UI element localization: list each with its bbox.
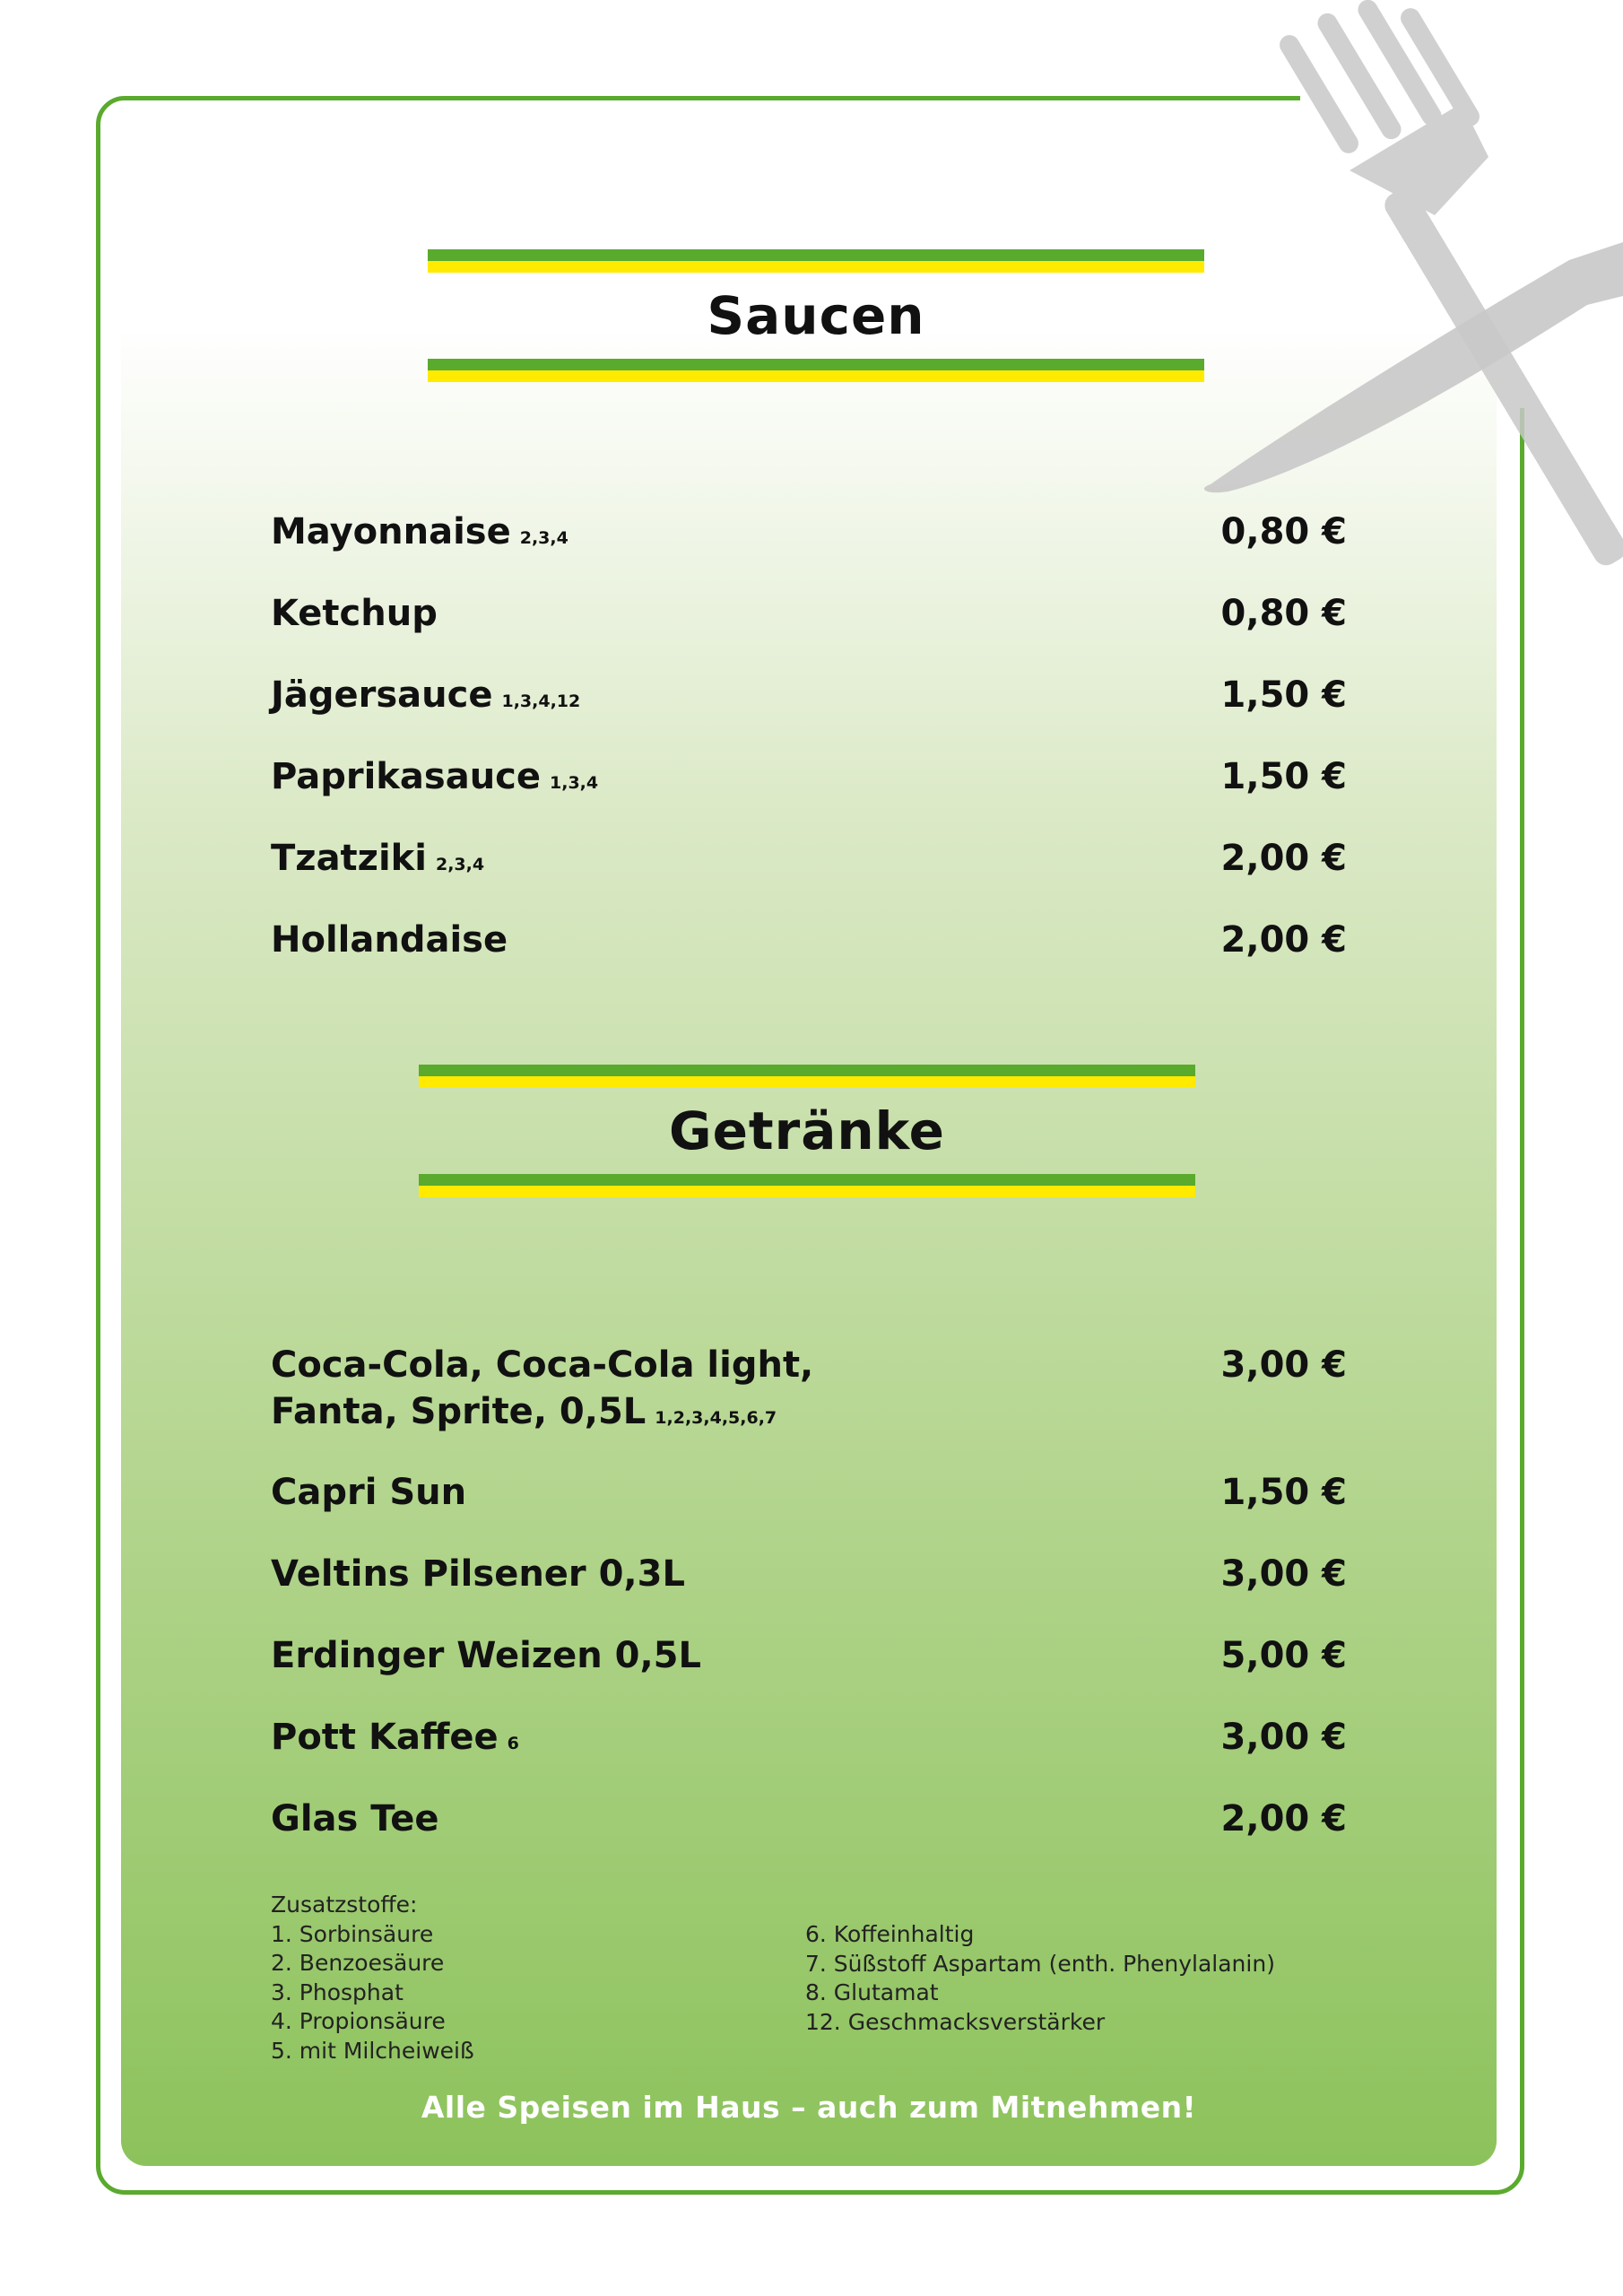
section-heading-getraenke xyxy=(419,1065,1195,1197)
legend-heading: Zusatzstoffe: xyxy=(271,1892,418,1918)
item-price: 1,50 € xyxy=(1220,674,1347,716)
item-price: 3,00 € xyxy=(1220,1717,1347,1758)
item-name: Veltins Pilsener 0,3L xyxy=(271,1553,685,1595)
legend-item: 2. Benzoesäure xyxy=(271,1950,445,1977)
section-heading-saucen xyxy=(428,249,1204,382)
item-name: Fanta, Sprite, 0,5L xyxy=(271,1391,647,1432)
item-additives: 2,3,4 xyxy=(435,855,485,874)
list-item xyxy=(271,509,1347,590)
list-item xyxy=(271,672,1347,753)
item-name: Hollandaise xyxy=(271,919,508,961)
saucen-list xyxy=(271,509,1347,998)
item-price: 3,00 € xyxy=(1220,1344,1347,1386)
legend-item: 3. Phosphat xyxy=(271,1979,404,2005)
item-name: Tzatziki xyxy=(271,838,427,879)
item-price: 3,00 € xyxy=(1220,1553,1347,1595)
list-item xyxy=(271,917,1347,998)
list-item xyxy=(271,753,1347,835)
list-item xyxy=(271,1469,1347,1551)
list-item xyxy=(271,1342,1347,1469)
legend-item: 5. mit Milcheiweiß xyxy=(271,2037,474,2064)
heading-stripe-bottom xyxy=(428,359,1204,382)
legend-item: 8. Glutamat xyxy=(805,1979,939,2006)
list-item xyxy=(271,590,1347,672)
item-additives: 6 xyxy=(507,1734,519,1753)
item-additives: 1,2,3,4,5,6,7 xyxy=(655,1408,777,1428)
heading-stripe-top xyxy=(419,1065,1195,1088)
frame-right-edge xyxy=(1520,408,1524,2157)
item-name: Erdinger Weizen 0,5L xyxy=(271,1635,701,1676)
list-item xyxy=(271,1796,1347,1877)
cutlery-icon xyxy=(1193,0,1623,574)
item-name-line1: Coca-Cola, Coca-Cola light, xyxy=(271,1344,814,1386)
item-name: Jägersauce xyxy=(271,674,493,716)
item-price: 1,50 € xyxy=(1220,1472,1347,1513)
item-additives: 1,3,4 xyxy=(550,773,599,793)
additives-legend-right xyxy=(805,1920,1275,2037)
legend-item: 6. Koffeinhaltig xyxy=(805,1921,975,1947)
section-title: Getränke xyxy=(668,1100,946,1161)
item-price: 2,00 € xyxy=(1220,838,1347,879)
footer-tagline: Alle Speisen im Haus – auch zum Mitnehmen! xyxy=(421,2090,1197,2125)
item-price: 2,00 € xyxy=(1220,919,1347,961)
item-price: 0,80 € xyxy=(1220,511,1347,552)
item-additives: 2,3,4 xyxy=(519,528,568,548)
legend-item: 4. Propionsäure xyxy=(271,2008,446,2035)
list-item xyxy=(271,835,1347,917)
legend-item: 1. Sorbinsäure xyxy=(271,1920,434,1947)
item-name: Paprikasauce xyxy=(271,756,542,797)
list-item xyxy=(271,1632,1347,1714)
item-name: Mayonnaise xyxy=(271,511,511,552)
item-price: 0,80 € xyxy=(1220,593,1347,634)
section-title: Saucen xyxy=(707,285,925,346)
item-price: 1,50 € xyxy=(1220,756,1347,797)
legend-item: 7. Süßstoff Aspartam (enth. Phenylalanin) xyxy=(805,1950,1275,1977)
heading-stripe-bottom xyxy=(419,1174,1195,1197)
item-price: 2,00 € xyxy=(1220,1798,1347,1839)
additives-legend-left xyxy=(271,1891,474,2066)
item-name: Pott Kaffee xyxy=(271,1717,499,1758)
list-item xyxy=(271,1714,1347,1796)
item-price: 5,00 € xyxy=(1220,1635,1347,1676)
heading-stripe-top xyxy=(428,249,1204,273)
getraenke-list xyxy=(271,1342,1347,1877)
list-item xyxy=(271,1551,1347,1632)
item-additives: 1,3,4,12 xyxy=(501,691,581,711)
legend-item: 12. Geschmacksverstärker xyxy=(805,2008,1106,2035)
item-name: Glas Tee xyxy=(271,1798,439,1839)
item-name: Capri Sun xyxy=(271,1472,467,1513)
item-name: Ketchup xyxy=(271,593,438,634)
